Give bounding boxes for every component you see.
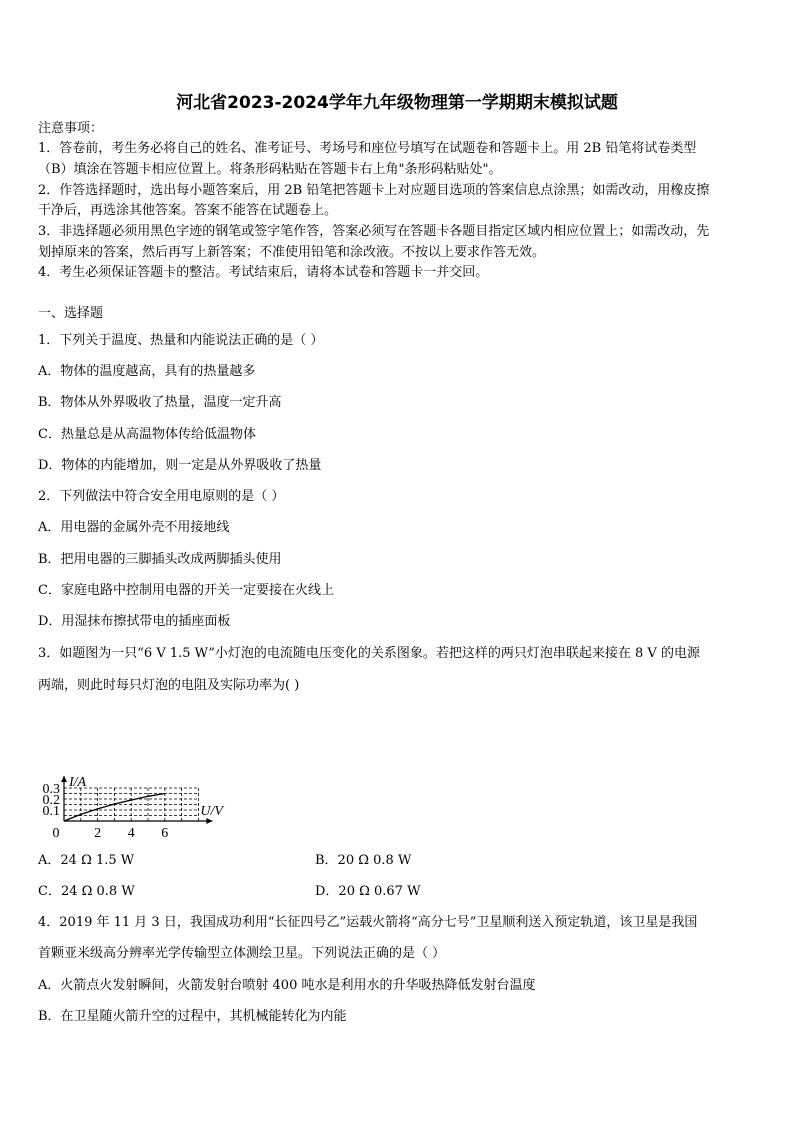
notice-line: 1．答卷前，考生务必将自己的姓名、准考证号、考场号和座位号填写在试题卷和答题卡上。用 2B 铅笔将试卷类型 — [38, 141, 697, 156]
notice-line: （B）填涂在答题卡相应位置上。将条形码粘贴在答题卡右上角"条形码粘贴处"。 — [38, 162, 502, 177]
y-tick-label: 0.1 — [42, 804, 60, 819]
series-line — [64, 794, 165, 822]
x-axis-label: U/V — [200, 804, 223, 819]
notice-heading: 注意事项： — [38, 121, 104, 136]
option-b: B．20 Ω 0.8 W — [315, 853, 412, 868]
option-b: B．把用电器的三脚插头改成两脚插头使用 — [38, 552, 282, 567]
notice-line: 干净后，再选涂其他答案。答案不能答在试题卷上。 — [38, 203, 338, 218]
option-a: A．物体的温度越高，具有的热量越多 — [38, 364, 256, 379]
option-a: A．用电器的金属外壳不用接地线 — [38, 520, 230, 535]
y-tick-label: 0.2 — [42, 793, 60, 808]
origin-label: 0 — [52, 826, 60, 841]
option-a: A．火箭点火发射瞬间，火箭发射台喷射 400 吨水是利用水的升华吸热降低发射台温度 — [38, 978, 536, 993]
notice-line: 3．非选择题必须用黑色字迹的钢笔或签字笔作答，答案必须写在答题卡各题目指定区域内相应位置上；如需改动，先 — [38, 224, 710, 239]
option-c: C．24 Ω 0.8 W — [38, 884, 135, 899]
question-stem: 1．下列关于温度、热量和内能说法正确的是（ ） — [38, 333, 324, 348]
option-d: D．物体的内能增加，则一定是从外界吸收了热量 — [38, 458, 322, 473]
option-c: C．家庭电路中控制用电器的开关一定要接在火线上 — [38, 583, 334, 598]
notice-line: 2．作答选择题时，选出每小题答案后，用 2B 铅笔把答题卡上对应题目选项的答案信息点涂黑；如需改动，用橡皮擦 — [38, 183, 710, 198]
question-stem-line1: 4．2019 年 11 月 3 日，我国成功利用“长征四号乙”运载火箭将“高分七号”卫星顺利送入预定轨道，该卫星是我国 — [38, 915, 698, 930]
question-stem-line2: 首颗亚米级高分辨率光学传输型立体测绘卫星。下列说法正确的是（ ） — [38, 946, 446, 961]
x-tick-label: 2 — [94, 826, 102, 841]
y-axis-arrow — [61, 776, 67, 782]
page-title: 河北省2023-2024学年九年级物理第一学期期末模拟试题 — [176, 93, 618, 113]
question-stem: 2．下列做法中符合安全用电原则的是（ ） — [38, 489, 285, 504]
y-axis-label: I/A — [69, 775, 87, 790]
question-stem-line1: 3．如题图为一只“6 V 1.5 W”小灯泡的电流随电压变化的关系图象。若把这样的两只灯泡串联起来接在 8 V 的电源 — [38, 646, 700, 661]
x-tick-label: 4 — [127, 826, 135, 841]
question-stem-line2: 两端，则此时每只灯泡的电阻及实际功率为( ) — [38, 678, 300, 693]
option-d: D．用湿抹布擦拭带电的插座面板 — [38, 614, 231, 629]
notice-line: 划掉原来的答案，然后再写上新答案；不准使用铅笔和涂改液。不按以上要求作答无效。 — [38, 245, 546, 260]
option-b: B．在卫星随火箭升空的过程中，其机械能转化为内能 — [38, 1009, 347, 1024]
x-tick-label: 6 — [161, 826, 169, 841]
iv-graph — [30, 700, 223, 842]
notice-line: 4．考生必须保证答题卡的整洁。考试结束后，请将本试卷和答题卡一并交回。 — [38, 265, 489, 280]
option-b: B．物体从外界吸收了热量，温度一定升高 — [38, 395, 282, 410]
section-heading: 一、选择题 — [38, 306, 104, 321]
option-a: A．24 Ω 1.5 W — [38, 853, 135, 868]
option-c: C．热量总是从高温物体传给低温物体 — [38, 427, 256, 442]
option-d: D．20 Ω 0.67 W — [315, 884, 421, 899]
y-tick-label: 0.3 — [42, 782, 60, 797]
